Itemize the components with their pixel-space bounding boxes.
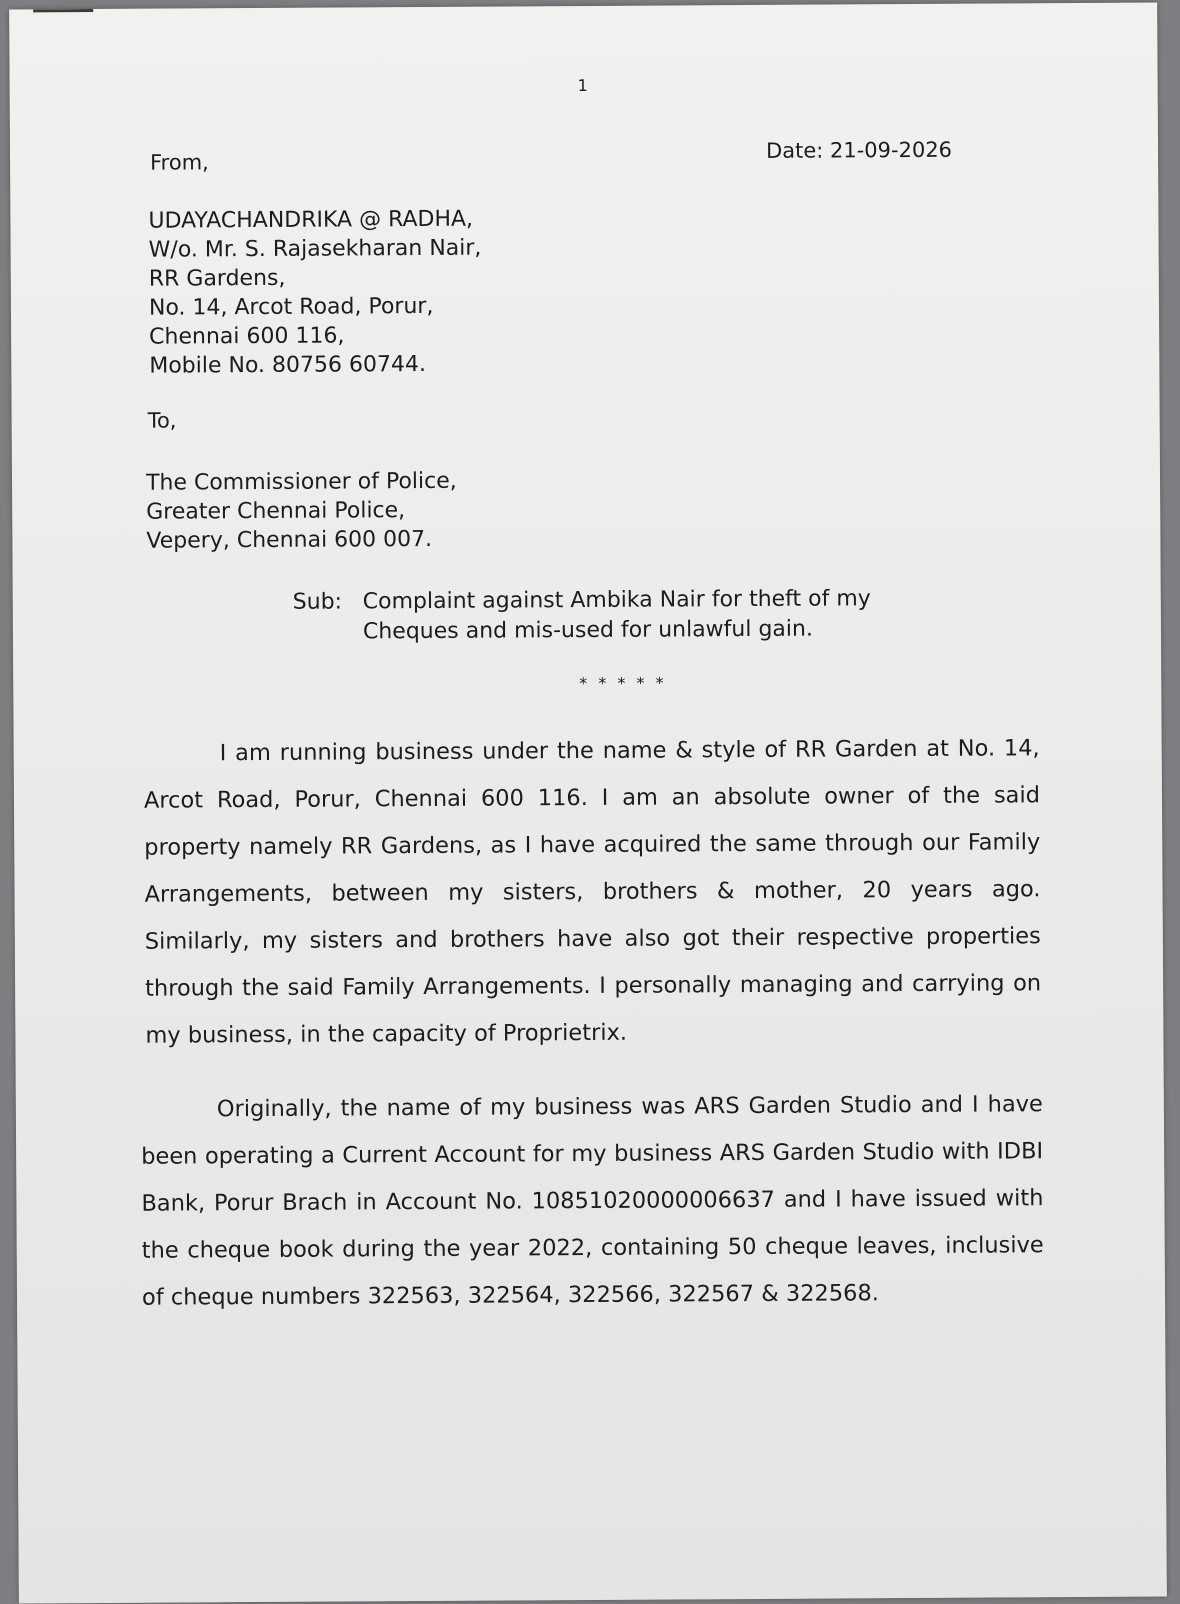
recipient-department: Greater Chennai Police, xyxy=(146,498,406,525)
sender-name: UDAYACHANDRIKA @ RADHA, xyxy=(148,206,474,234)
sender-mobile: Mobile No. 80756 60744. xyxy=(149,351,427,379)
recipient-address xyxy=(146,467,457,556)
subject-line-1: Complaint against Ambika Nair for theft of my xyxy=(362,586,871,615)
from-label: From, xyxy=(150,150,209,175)
letter-page xyxy=(9,3,1167,1604)
section-separator: * * * * * xyxy=(579,673,667,694)
sender-street: No. 14, Arcot Road, Porur, xyxy=(148,293,434,321)
recipient-title: The Commissioner of Police, xyxy=(145,468,457,496)
page-number: 1 xyxy=(577,75,588,96)
sender-city: Chennai 600 116, xyxy=(149,323,345,350)
letter-date: Date: 21-09-2026 xyxy=(765,137,953,163)
sender-premises: RR Gardens, xyxy=(148,265,286,292)
body-paragraph-1: I am running business under the name & style of RR Garden at No. 14, Arcot Road, Porur, Chennai 600 116. I am an absolute owner of the said property namely RR Gardens, as I have acquired the same through our Family Arrangements, between my sisters, brothers & mother, 20 years ago. Similarly, my sisters and brothers have also got their respective properties through the said Family Arrangements. I personally managing and carrying on my business, in the capacity of Proprietrix. xyxy=(143,735,1042,1049)
sender-address xyxy=(148,205,482,381)
body-paragraph-2: Originally, the name of my business was ARS Garden Studio and I have been operating a Current Account for my business ARS Garden Studio with IDBI Bank, Porur Brach in Account No. 10851020000006637 and I have issued with the cheque book during the year 2022, containing 50 cheque leaves, inclusive of cheque numbers 322563, 322564, 322566, 322567 & 322568. xyxy=(141,1091,1044,1311)
subject-block xyxy=(293,584,871,648)
sender-relation: W/o. Mr. S. Rajasekharan Nair, xyxy=(148,235,482,263)
recipient-city: Vepery, Chennai 600 007. xyxy=(146,526,433,554)
to-label: To, xyxy=(147,408,177,433)
subject-label: Sub: xyxy=(292,589,343,615)
subject-line-2: Cheques and mis-used for unlawful gain. xyxy=(362,616,813,645)
corner-pen-mark xyxy=(33,9,93,12)
